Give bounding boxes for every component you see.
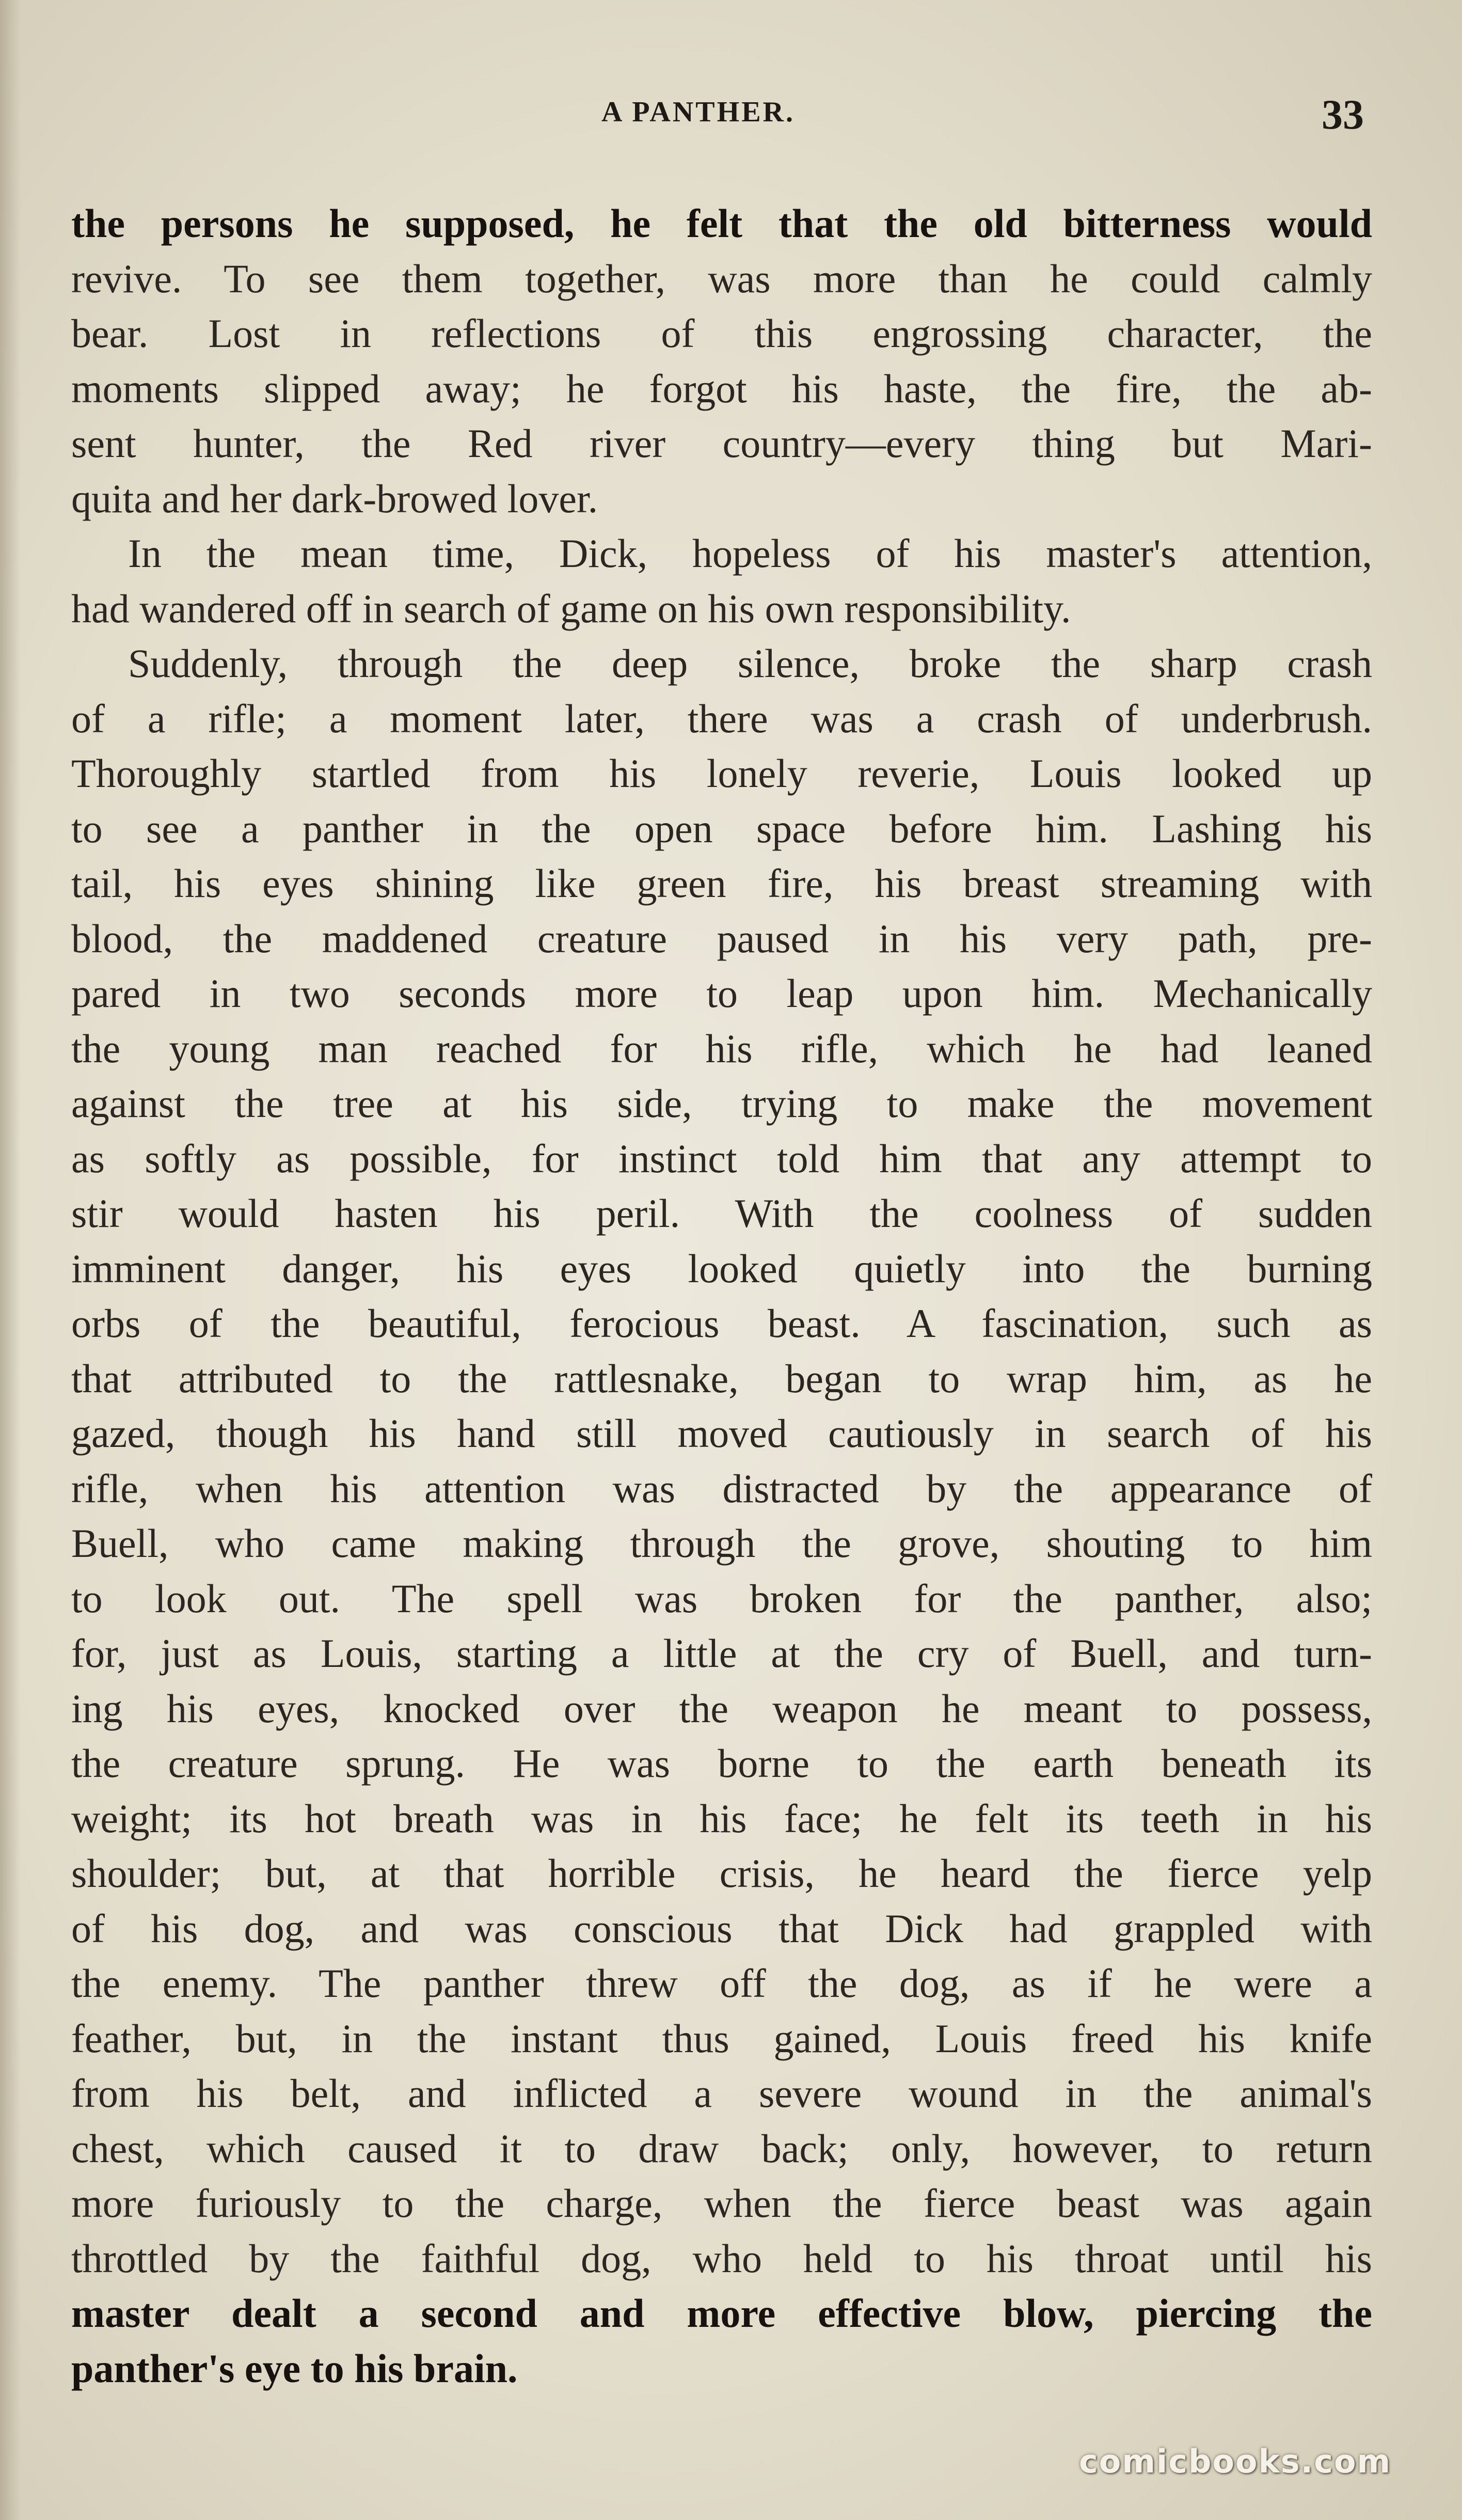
- text-line: shoulder; but, at that horrible crisis, he heard the fierce yelp: [71, 1851, 1372, 1896]
- text-line: against the tree at his side, trying to make the movement: [71, 1081, 1372, 1126]
- text-line: quita and her dark-browed lover.: [71, 476, 598, 521]
- page-number: 33: [1322, 91, 1364, 138]
- text-line: the creature sprung. He was borne to the earth beneath its: [71, 1741, 1372, 1786]
- text-line: that attributed to the rattlesnake, began to wrap him, as he: [71, 1356, 1372, 1401]
- text-line: master dealt a second and more effective blow, piercing the: [71, 2291, 1372, 2336]
- text-line: feather, but, in the instant thus gained, Louis freed his knife: [71, 2015, 1372, 2061]
- text-line: tail, his eyes shining like green fire, his breast streaming with: [71, 861, 1372, 906]
- text-line: panther's eye to his brain.: [71, 2345, 518, 2391]
- text-line: to look out. The spell was broken for the panther, also;: [71, 1576, 1372, 1621]
- text-line: In the mean time, Dick, hopeless of his master's attention,: [128, 531, 1372, 576]
- text-line: gazed, though his hand still moved cautiously in search of his: [71, 1411, 1372, 1456]
- body-text: [71, 196, 1372, 2396]
- text-line: pared in two seconds more to leap upon him. Mechanically: [71, 971, 1372, 1016]
- text-line: chest, which caused it to draw back; only, however, to return: [71, 2125, 1372, 2171]
- text-line: the persons he supposed, he felt that the old bitterness would: [71, 201, 1372, 246]
- text-line: sent hunter, the Red river country—every thing but Mari-: [71, 421, 1372, 466]
- text-line: as softly as possible, for instinct told him that any attempt to: [71, 1136, 1372, 1181]
- text-line: the enemy. The panther threw off the dog, as if he were a: [71, 1961, 1372, 2006]
- text-line: weight; its hot breath was in his face; he felt its teeth in his: [71, 1796, 1372, 1841]
- text-line: the young man reached for his rifle, which he had leaned: [71, 1026, 1372, 1071]
- text-line: Suddenly, through the deep silence, broke the sharp crash: [128, 641, 1372, 686]
- running-title: A PANTHER.: [601, 96, 795, 128]
- text-line: for, just as Louis, starting a little at the cry of Buell, and turn-: [71, 1631, 1372, 1676]
- text-line: from his belt, and inflicted a severe wound in the animal's: [71, 2071, 1372, 2116]
- watermark: comicbooks.com: [1079, 2443, 1392, 2480]
- page-edge-shadow: [0, 0, 21, 2520]
- text-line: ing his eyes, knocked over the weapon he meant to possess,: [71, 1686, 1372, 1731]
- text-line: imminent danger, his eyes looked quietly into the burning: [71, 1246, 1372, 1291]
- text-line: of his dog, and was conscious that Dick had grappled with: [71, 1905, 1372, 1951]
- text-line: to see a panther in the open space before him. Lashing his: [71, 806, 1372, 851]
- text-line: moments slipped away; he forgot his haste, the fire, the ab-: [71, 366, 1372, 411]
- text-line: orbs of the beautiful, ferocious beast. A fascination, such as: [71, 1301, 1372, 1346]
- text-line: bear. Lost in reflections of this engrossing character, the: [71, 311, 1372, 356]
- text-line: had wandered off in search of game on his own responsibility.: [71, 586, 1071, 631]
- text-line: throttled by the faithful dog, who held to his throat until his: [71, 2235, 1372, 2281]
- text-line: Thoroughly startled from his lonely reverie, Louis looked up: [71, 751, 1372, 796]
- text-line: Buell, who came making through the grove, shouting to him: [71, 1521, 1372, 1566]
- text-line: blood, the maddened creature paused in his very path, pre-: [71, 916, 1372, 961]
- text-line: stir would hasten his peril. With the coolness of sudden: [71, 1191, 1372, 1236]
- running-head: [0, 90, 1462, 152]
- text-line: revive. To see them together, was more than he could calmly: [71, 256, 1372, 301]
- text-line: rifle, when his attention was distracted by the appearance of: [71, 1466, 1372, 1511]
- text-line: of a rifle; a moment later, there was a crash of underbrush.: [71, 696, 1372, 741]
- text-line: more furiously to the charge, when the fierce beast was again: [71, 2181, 1372, 2226]
